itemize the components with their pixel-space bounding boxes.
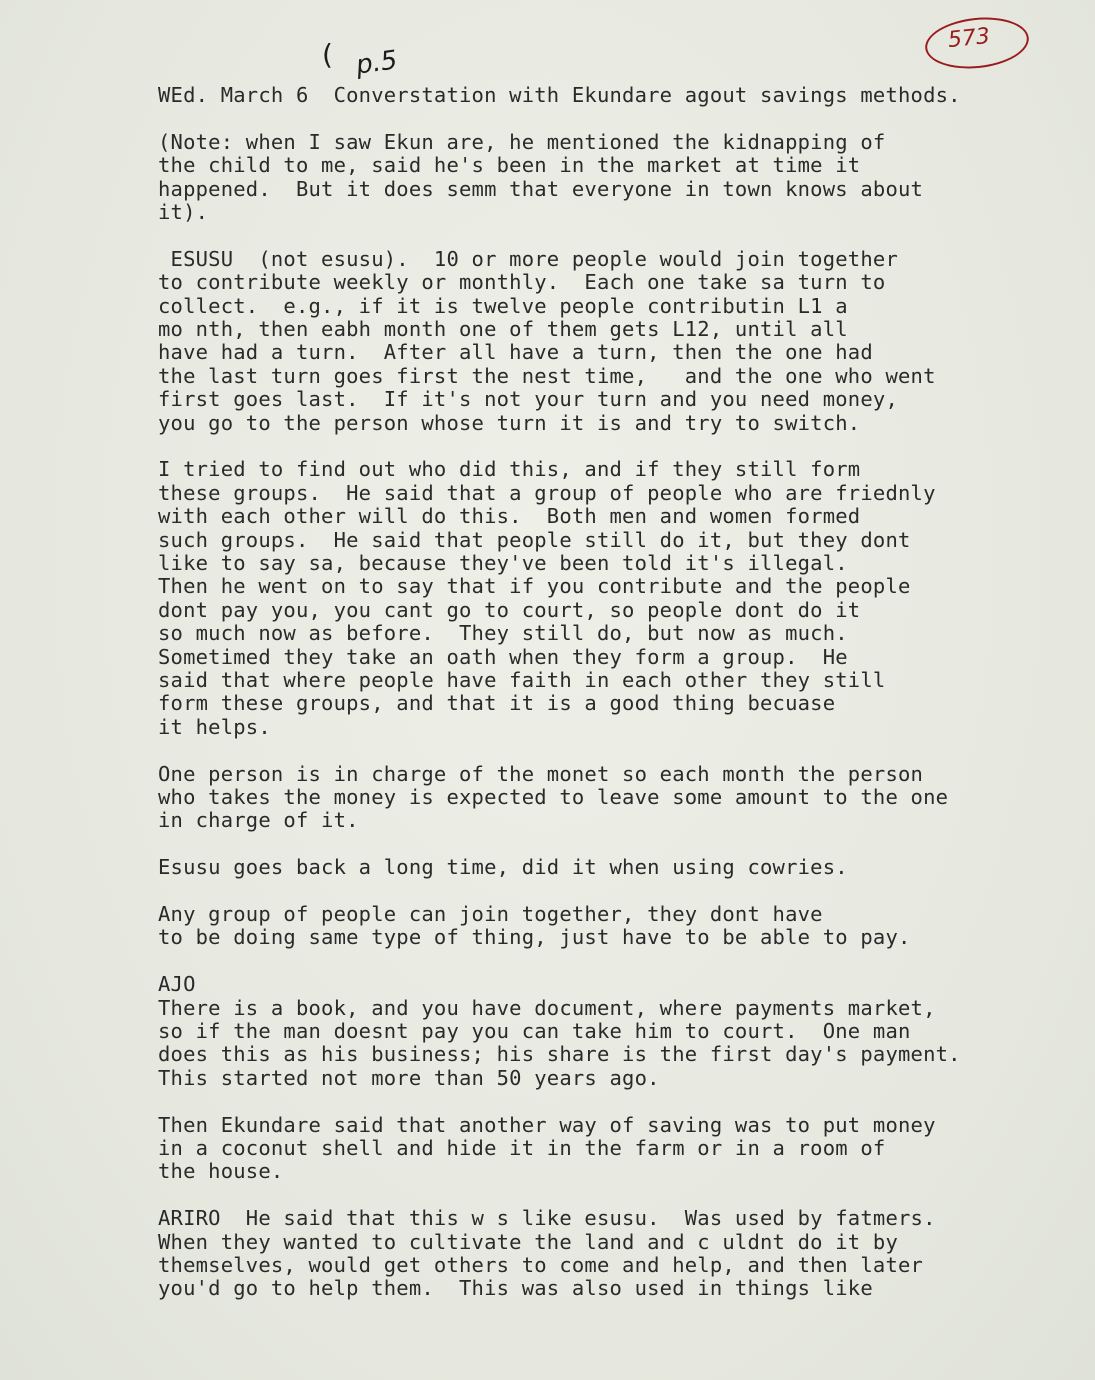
text-line: mo nth, then eabh month one of them gets L12, until all xyxy=(158,317,848,341)
text-line: who takes the money is expected to leave some amount to the one xyxy=(158,785,949,809)
text-line: Any group of people can join together, they dont have xyxy=(158,902,823,926)
text-line: ESUSU (not esusu). 10 or more people would join together xyxy=(158,246,898,271)
handwritten-mark: ( xyxy=(322,38,333,71)
text-line: Esusu goes back a long time, did it when using cowries. xyxy=(158,855,848,880)
text-line: Then he went on to say that if you contribute and the people xyxy=(158,574,911,599)
text-line: it helps. xyxy=(158,714,271,739)
text-line: (Note: when I saw Ekun are, he mentioned the kidnapping of xyxy=(158,129,886,154)
text-line: This started not more than 50 years ago. xyxy=(158,1065,660,1090)
handwritten-page-ref: p.5 xyxy=(354,45,400,81)
text-line: themselves, would get others to come and help, and then later xyxy=(158,1253,924,1277)
text-line: in a coconut shell and hide it in the farm or in a room of xyxy=(158,1136,886,1160)
text-line: form these groups, and that it is a good thing becuase xyxy=(158,691,836,716)
text-line: happened. But it does semm that everyone in town knows about xyxy=(158,176,924,201)
text-line: to contribute weekly or monthly. Each one take sa turn to xyxy=(158,270,886,295)
page-number: 573 xyxy=(946,23,992,54)
text-line: first goes last. If it's not your turn and you need money, xyxy=(158,387,898,412)
text-line: There is a book, and you have document, where payments market, xyxy=(158,995,936,1020)
text-line: Sometimed they take an oath when they form a group. He xyxy=(158,644,848,669)
text-line: you'd go to help them. This was also used in things like xyxy=(158,1276,873,1301)
text-line: I tried to find out who did this, and if they still form xyxy=(158,457,861,482)
text-line: like to say sa, because they've been told it's illegal. xyxy=(158,551,848,575)
text-line: One person is in charge of the monet so each month the person xyxy=(158,761,924,786)
text-line: does this as his business; his share is the first day's payment. xyxy=(158,1042,961,1067)
text-line: so much now as before. They still do, but now as much. xyxy=(158,621,848,646)
text-line: WEd. March 6 Converstation with Ekundare agout savings methods. xyxy=(158,83,961,107)
text-line: it). xyxy=(158,200,209,224)
text-line: so if the man doesnt pay you can take him to court. One man xyxy=(158,1019,911,1043)
text-line: you go to the person whose turn it is and try to switch. xyxy=(158,410,861,435)
text-line: the last turn goes first the nest time, and the one who went xyxy=(158,363,936,388)
text-line: AJO xyxy=(158,972,196,997)
text-line: such groups. He said that people still do it, but they dont xyxy=(158,527,911,552)
text-line: to be doing same type of thing, just have to be able to pay. xyxy=(158,925,911,950)
text-line: Then Ekundare said that another way of saving was to put money xyxy=(158,1112,936,1137)
text-line: with each other will do this. Both men and women formed xyxy=(158,504,861,529)
text-line: collect. e.g., if it is twelve people contributin L1 a xyxy=(158,293,848,318)
text-line: said that where people have faith in each other they still xyxy=(158,668,886,692)
text-line: have had a turn. After all have a turn, then the one had xyxy=(158,340,873,365)
text-line: the child to me, said he's been in the market at time it xyxy=(158,153,861,178)
text-line: When they wanted to cultivate the land and c uldnt do it by xyxy=(158,1229,898,1254)
text-line: ARIRO He said that this w s like esusu. Was used by fatmers. xyxy=(158,1206,936,1231)
text-line: the house. xyxy=(158,1159,284,1184)
text-line: in charge of it. xyxy=(158,808,359,833)
text-line: these groups. He said that a group of people who are friednly xyxy=(158,480,936,505)
text-line: dont pay you, you cant go to court, so people dont do it xyxy=(158,597,861,622)
